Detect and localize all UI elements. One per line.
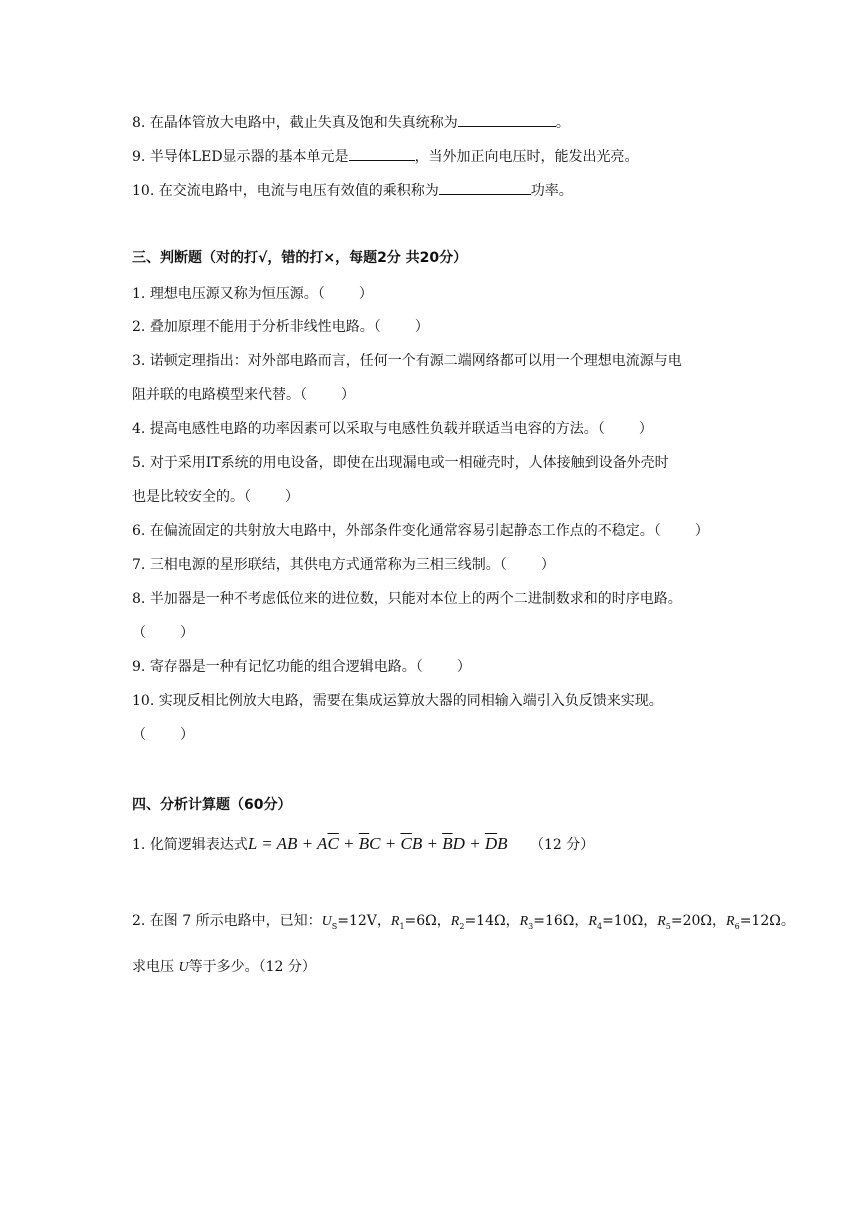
answer-blank[interactable] — [458, 112, 556, 127]
judgment-item-7: 7. 三相电源的星形联结，其供电方式通常称为三相三线制。（ ） — [132, 557, 555, 573]
judgment-item-10-cont: （ ） — [132, 727, 194, 743]
judgment-item-10: 10. 实现反相比例放大电路，需要在集成运算放大器的同相输入端引入负反馈来实现。 — [132, 693, 663, 709]
fill-in-question-8: 8. 在晶体管放大电路中，截止失真及饱和失真统称为 。 — [132, 112, 570, 133]
calc-question-1: 1. 化简逻辑表达式L = AB + $A\overline{C} + \overline{B}C + \overline{C}B + \overline{B}D + \overline{D}B$ （12 分） — [132, 834, 595, 853]
section-3-title: 三、判断题（对的打√，错的打×，每题2分 共20分） — [132, 250, 468, 266]
judgment-item-5: 5. 对于采用IT系统的用电设备，即使在出现漏电或一相碰壳时，人体接触到设备外壳时 — [132, 455, 669, 471]
answer-blank[interactable] — [349, 146, 415, 161]
judgment-item-8-cont: （ ） — [132, 625, 194, 641]
fill-in-question-10: 10. 在交流电路中，电流与电压有效值的乘积称为 功率。 — [132, 180, 573, 201]
logic-expression: L = AB + $A\overline{C} + \overline{B}C + \overline{C}B + \overline{B}D + \overline{D}B$ — [247, 834, 508, 853]
answer-blank[interactable] — [439, 180, 531, 195]
judgment-item-6: 6. 在偏流固定的共射放大电路中，外部条件变化通常容易引起静态工作点的不稳定。（ ） — [132, 523, 709, 539]
judgment-item-1: 1. 理想电压源又称为恒压源。（ ） — [132, 286, 373, 302]
calc-question-2: 2. 在图 7 所示电路中，已知：$U_S=12V$，$R_1=6\Omega$，$R_2=14\Omega$，$R_3=16\Omega$，$R_4=10\Omega$，$R_5=20\Omega$，$R_6=12\Omega$。 — [132, 913, 795, 931]
section-4-title: 四、分析计算题（60分） — [132, 797, 292, 813]
calc-question-2-cont: 求电压 U等于多少。（12 分） — [132, 959, 316, 975]
judgment-item-5-cont: 也是比较安全的。（ ） — [132, 489, 299, 505]
judgment-item-2: 2. 叠加原理不能用于分析非线性电路。（ ） — [132, 319, 429, 335]
judgment-item-8: 8. 半加器是一种不考虑低位来的进位数，只能对本位上的两个二进制数求和的时序电路。 — [132, 591, 682, 607]
judgment-item-4: 4. 提高电感性电路的功率因素可以采取与电感性负载并联适当电容的方法。（ ） — [132, 421, 653, 437]
judgment-item-9: 9. 寄存器是一种有记忆功能的组合逻辑电路。（ ） — [132, 659, 471, 675]
judgment-item-3-cont: 阻并联的电路模型来代替。（ ） — [132, 387, 355, 403]
fill-in-question-9: 9. 半导体LED显示器的基本单元是 ，当外加正向电压时，能发出光亮。 — [132, 146, 639, 167]
judgment-item-3: 3. 诺顿定理指出：对外部电路而言，任何一个有源二端网络都可以用一个理想电流源与电 — [132, 353, 682, 369]
